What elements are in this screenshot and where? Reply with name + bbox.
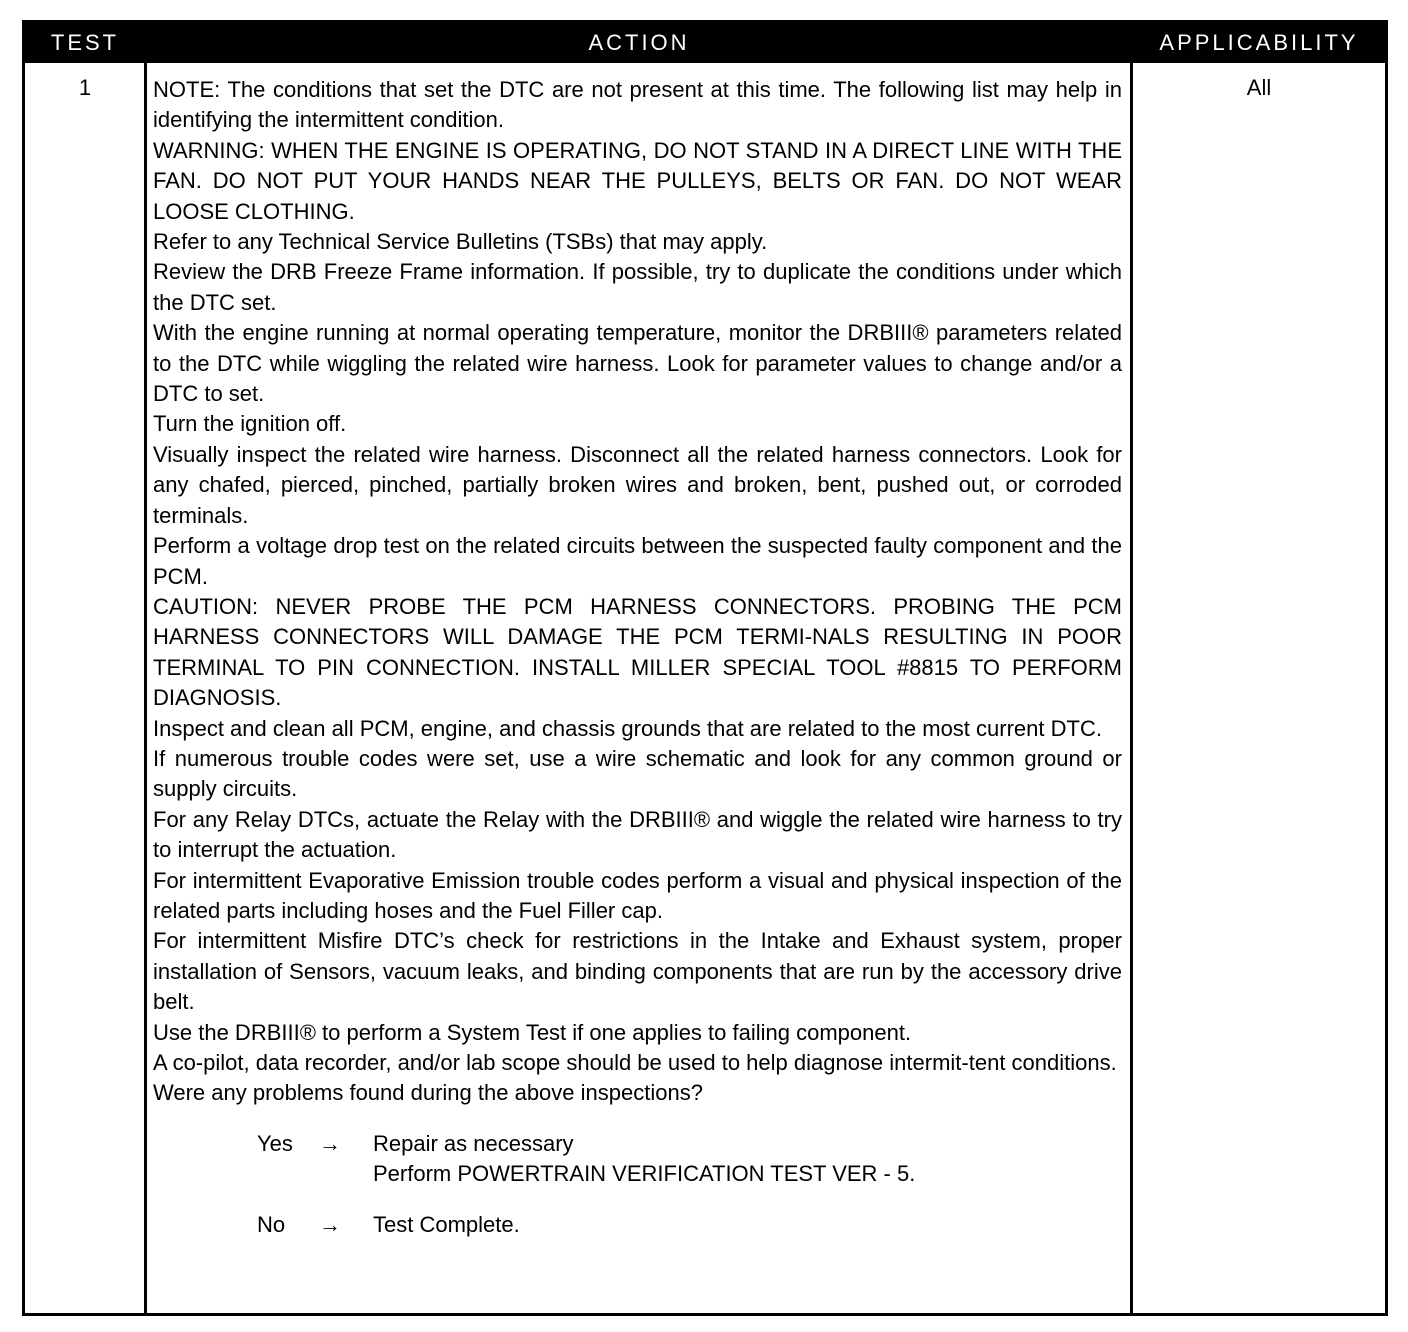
diagnostic-test-table (22, 20, 1388, 1316)
caution-paragraph: CAUTION: NEVER PROBE THE PCM HARNESS CONNECTORS. PROBING THE PCM HARNESS CONNECTORS WILL DAMAGE THE PCM TERMI-NALS RESULTING IN POOR TERMINAL TO PIN CONNECTION. INSTALL MILLER SPECIAL TOOL #8815 TO PERFORM DIAGNOSIS. (153, 593, 1122, 711)
action-cell (153, 75, 1122, 1240)
action-step: Turn the ignition off. (153, 411, 347, 437)
right-arrow-icon: → (319, 1211, 341, 1237)
action-step: If numerous trouble codes were set, use a wire schematic and look for any common ground or supply circuits. (153, 745, 1122, 802)
no-instruction (373, 1210, 1122, 1240)
action-step: Inspect and clean all PCM, engine, and chassis grounds that are related to the most current DTC. (153, 715, 1102, 741)
yes-line-1: Repair as necessary (373, 1130, 574, 1156)
action-step: A co-pilot, data recorder, and/or lab scope should be used to help diagnose intermit-tent conditions. (153, 1050, 1117, 1075)
yes-line-2: Perform POWERTRAIN VERIFICATION TEST VER - 5. (373, 1161, 916, 1187)
yes-instruction (373, 1129, 1122, 1190)
no-line-1: Test Complete. (373, 1211, 520, 1237)
answer-yes (257, 1129, 1122, 1190)
action-step: Use the DRBIII® to perform a System Test if one applies to failing component. (153, 1019, 912, 1045)
action-step: With the engine running at normal operating temperature, monitor the DRBIII® parameters related to the DTC while wiggling the related wire harness. Look for parameter values to change and/or a DTC to set. (153, 320, 1122, 407)
action-step: Refer to any Technical Service Bulletins (TSBs) that may apply. (153, 229, 768, 255)
answer-no (257, 1210, 1122, 1240)
table-header (25, 23, 1385, 63)
header-test: TEST (50, 30, 120, 55)
test-number: 1 (78, 75, 92, 100)
header-action: ACTION (588, 30, 690, 55)
column-divider (144, 63, 147, 1313)
action-step: For intermittent Misfire DTC’s check for restrictions in the Intake and Exhaust system, proper installation of Sensors, vacuum leaks, and binding components that are run by the accessory drive belt. (153, 928, 1122, 1015)
answer-options (153, 1129, 1122, 1240)
action-step: Review the DRB Freeze Frame information. If possible, try to duplicate the conditions under which the DTC set. (153, 259, 1122, 315)
action-step: For intermittent Evaporative Emission trouble codes perform a visual and physical inspection of the related parts including hoses and the Fuel Filler cap. (153, 867, 1122, 923)
right-arrow-icon: → (319, 1130, 341, 1156)
yes-label: Yes (257, 1130, 293, 1156)
action-step: Visually inspect the related wire harness. Disconnect all the related harness connectors. Look for any chafed, pierced, pinched, partially broken wires and broken, bent, pushed out, or corroded terminals. (153, 441, 1122, 528)
applicability-value: All (1246, 75, 1272, 100)
column-divider (1130, 63, 1133, 1313)
action-step: Perform a voltage drop test on the related circuits between the suspected faulty component and the PCM. (153, 533, 1122, 589)
header-applicability: APPLICABILITY (1159, 30, 1359, 55)
note-paragraph: NOTE: The conditions that set the DTC are not present at this time. The following list may help in identifying the intermittent condition. (153, 77, 1122, 133)
warning-paragraph: WARNING: WHEN THE ENGINE IS OPERATING, DO NOT STAND IN A DIRECT LINE WITH THE FAN. DO NOT PUT YOUR HANDS NEAR THE PULLEYS, BELTS OR FAN. DO NOT WEAR LOOSE CLOTHING. (153, 137, 1122, 224)
question-paragraph: Were any problems found during the above inspections? (153, 1080, 703, 1106)
no-label: No (257, 1211, 286, 1237)
action-step: For any Relay DTCs, actuate the Relay with the DRBIII® and wiggle the related wire harness to try to interrupt the actuation. (153, 806, 1122, 863)
